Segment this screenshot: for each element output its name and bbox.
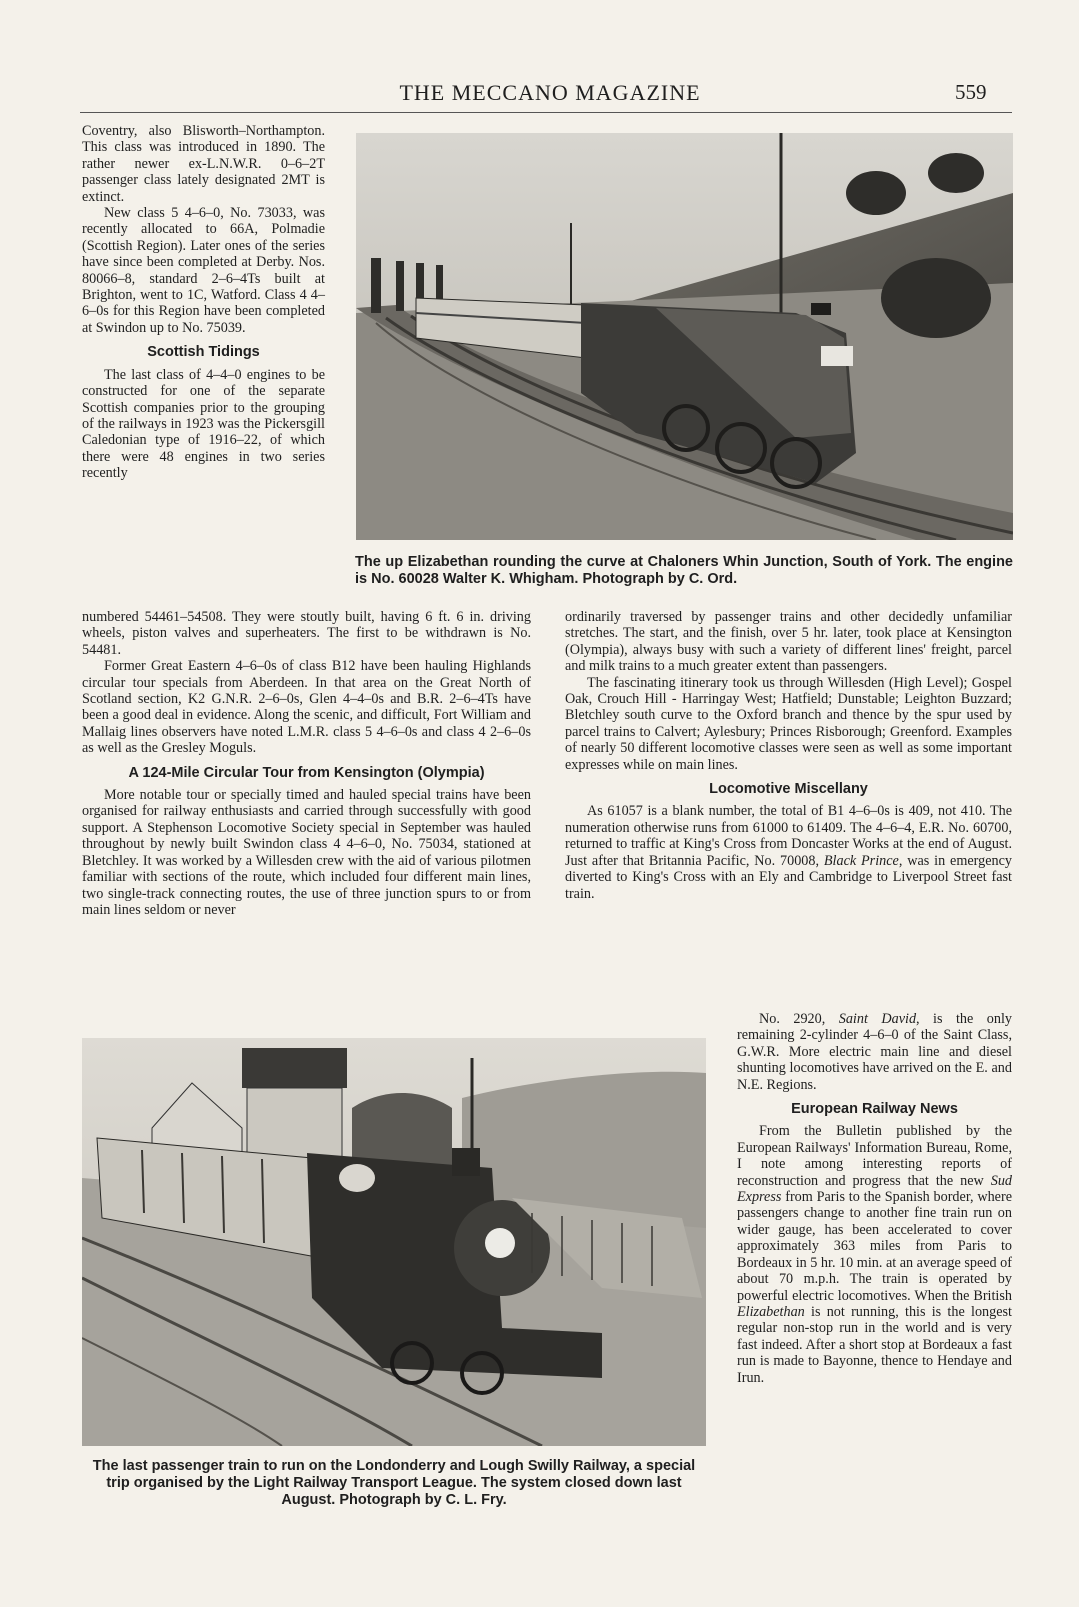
text-run: , is the only remaining 2-cylinder 4–6–0 of the Saint Class, G.W.R. More electric main line and diesel shunting locomotives have arrived on the E. and N.E. Regions. (737, 1011, 1012, 1093)
heading-locomotive-miscellany: Locomotive Miscellany (709, 781, 868, 798)
paragraph: New class 5 4–6–0, No. 73033, was recently allocated to 66A, Polmadie (Scottish Region). Later ones of the series have since been completed at Derby. Nos. 80066–8, standard 2–6–4Ts built at Brighton, went to 1C, Watford. Class 4 4–6–0s for this Region have been completed at Swindon up to No. 75039. (82, 205, 325, 336)
paragraph: The last class of 4–4–0 engines to be constructed for one of the separate Scottish companies prior to the grouping of the railways in 1923 was the Pickersgill Caledonian type of 1916–22, of which there were 48 engines in two series recently (82, 366, 325, 482)
text-run: From the Bulletin published by the European Railways' Information Bureau, Rome, I note among interesting reports of reconstruction and progress that the new (737, 1123, 1012, 1189)
italic-run: Black Prince (823, 852, 899, 869)
left-column-top (82, 123, 325, 482)
paragraph: More notable tour or specially timed and hauled special trains have been organised for railway enthusiasts and carried through successfully with good support. A Stephenson Locomotive Society special in September was hauled throughout by newly built Swindon class 4 4–6–0, No. 75034, stationed at Bletchley. It was worked by a Willesden crew with the aid of various pilotmen familiar with sections of the route, which included four different main lines, two single-track connecting routes, the use of three junction spurs to or from main lines seldom or never (82, 787, 531, 918)
magazine-title: THE MECCANO MAGAZINE (399, 80, 701, 105)
text-run: is not running, this is the longest regular non-stop run in the world and is very fast indeed. After a short stop at Bordeaux a fast run is made to Bayonne, thence to Hendaye and Irun. (737, 1303, 1012, 1386)
heading-european-railway-news: European Railway News (791, 1101, 958, 1118)
right-column-main (565, 609, 1012, 902)
photo-londonderry-train (82, 1038, 706, 1446)
paragraph: Coventry, also Blisworth–Northampton. This class was introduced in 1890. The rather newer ex-L.N.W.R. 0–6–2T passenger class lately designated 2MT is extinct. (82, 123, 325, 205)
left-column-main (82, 609, 531, 918)
caption-top-photo: The up Elizabethan rounding the curve at Chaloners Whin Junction, South of York. The engine is No. 60028 Walter K. Whigham. Photograph by C. Ord. (355, 554, 1013, 587)
text-run: , was in emergency diverted to King's Cross with an Ely and Cambridge to Liverpool Street fast train. (565, 852, 1012, 902)
paragraph: The fascinating itinerary took us through Willesden (High Level); Gospel Oak, Crouch Hill - Harringay West; Hatfield; Dunstable; Leighton Buzzard; Bletchley south curve to the Oxford branch and thence by the spur used by parcel trains to Calvert; Aylesbury; Princes Risborough; Greenford. Examples of nearly 50 different locomotive classes were seen as well as some important expresses while on main lines. (565, 674, 1012, 773)
right-column-bottom (737, 1011, 1012, 1386)
paragraph (737, 1123, 1012, 1386)
paragraph: Former Great Eastern 4–6–0s of class B12 have been hauling Highlands circular tour specials from Aberdeen. In that area on the Great North of Scotland section, K2 G.N.R. 2–6–0s, Glen 4–4–0s and B.R. 2–6–4Ts have been a good deal in evidence. Along the scenic, and difficult, Fort William and Mallaig lines observers have noted L.M.R. class 5 4–6–0s and class 4 2–6–0s as well as the Gresley Moguls. (82, 658, 531, 757)
paragraph (737, 1011, 1012, 1093)
heading-circular-tour: A 124-Mile Circular Tour from Kensington (Olympia) (128, 764, 485, 781)
heading-scottish-tidings: Scottish Tidings (147, 344, 260, 361)
italic-run: Saint David (838, 1011, 917, 1027)
paragraph (565, 803, 1012, 901)
photo-elizabethan-train (356, 133, 1013, 540)
italic-run: Elizabethan (737, 1303, 805, 1320)
text-run: from Paris to the Spanish border, where passengers change to another fine train run on wider gauge, has been accelerated to cover approximately 363 miles from Paris to Bordeaux in 5 hr. 10 min. at an average speed of about 70 m.p.h. The train is operated by powerful electric locomotives. When the British (737, 1189, 1012, 1304)
italic-run: Sud Express (737, 1172, 1012, 1206)
text-run: No. 2920, (759, 1011, 839, 1027)
page-number: 559 (955, 80, 987, 104)
caption-bottom-photo: The last passenger train to run on the Londonderry and Lough Swilly Railway, a special trip organised by the Light Railway Transport League. The system closed down last August. Photograph by C. L. Fry. (92, 1458, 696, 1508)
paragraph: numbered 54461–54508. They were stoutly built, having 6 ft. 6 in. driving wheels, piston valves and superheaters. The first to be withdrawn is No. 54481. (82, 609, 531, 658)
paragraph: ordinarily traversed by passenger trains and other decidedly unfamiliar stretches. The start, and the finish, over 5 hr. later, took place at Kensington (Olympia), always busy with such a variety of different lines' freight, parcel and milk trains to a much greater extent than passengers. (565, 609, 1012, 675)
text-run: As 61057 is a blank number, the total of B1 4–6–0s is 409, not 410. The numeration otherwise runs from 61000 to 61409. The 4–6–4, E.R. No. 60700, returned to traffic at King's Cross from Doncaster Works at the end of August. Just after that Britannia Pacific, No. 70008, (565, 803, 1012, 869)
header-rule (80, 112, 1012, 113)
